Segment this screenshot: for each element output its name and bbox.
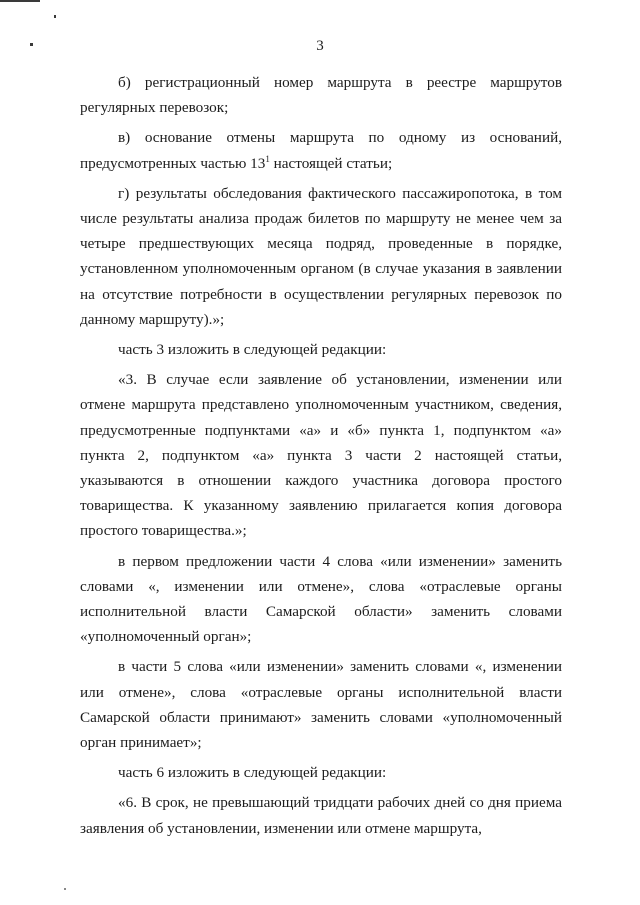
- paragraph-g: г) результаты обследования фактического пассажиропотока, в том числе результаты анализа продаж билетов по маршруту не менее чем за четыре предшествующих месяца подряд, проведенные в порядке, установленном уполномоченным органом (в случае указания в заявлении на отсутствие потребности в осуществлении регулярных перевозок по данному маршруту).»;: [80, 184, 562, 328]
- paragraph-part6-text: «6. В срок, не превышающий тридцати рабочих дней со дня приема заявления об установлении, изменении или отмене маршрута,: [80, 794, 562, 837]
- paragraph-v-text: в) основание отмены маршрута по одному из оснований, предусмотренных частью 13: [80, 129, 562, 172]
- superscript-index: 1: [265, 153, 270, 164]
- paragraph-part6-intro: часть 6 изложить в следующей редакции:: [118, 764, 387, 782]
- page-number: 3: [316, 38, 324, 54]
- paragraph-part4-amend: в первом предложении части 4 слова «или изменении» заменить словами «, изменении или отмене», слова «отраслевые органы исполнительной власти Самарской области» заменить словами «уполномоченный орган»;: [80, 552, 562, 646]
- document-body: [80, 70, 562, 841]
- paragraph-v: [80, 125, 562, 175]
- paragraph-part3-intro: часть 3 изложить в следующей редакции:: [118, 341, 387, 359]
- paragraph-part5-amend: в части 5 слова «или изменении» заменить словами «, изменении или отмене», слова «отраслевые органы исполнительной власти Самарской области принимают» заменить словами «уполномоченный орган принимает»;: [80, 658, 562, 752]
- paragraph-b: б) регистрационный номер маршрута в реестре маршрутов регулярных перевозок;: [80, 74, 562, 117]
- paragraph-part3-text: «3. В случае если заявление об установлении, изменении или отмене маршрута представлено уполномоченным участником, сведения, предусмотренные подпунктами «а» и «б» пункта 1, подпунктом «а» пункта 2, подпунктом «а» пункта 3 части 2 настоящей статьи, указываются в отношении каждого участника договора простого товарищества. К указанному заявлению прилагается копия договора простого товарищества.»;: [80, 371, 562, 540]
- paragraph-v-tail: настоящей статьи;: [269, 154, 393, 172]
- scan-artifact-dot: [54, 15, 56, 18]
- scan-artifact-top-bar: [0, 0, 40, 2]
- scan-artifact-dot: [64, 888, 66, 890]
